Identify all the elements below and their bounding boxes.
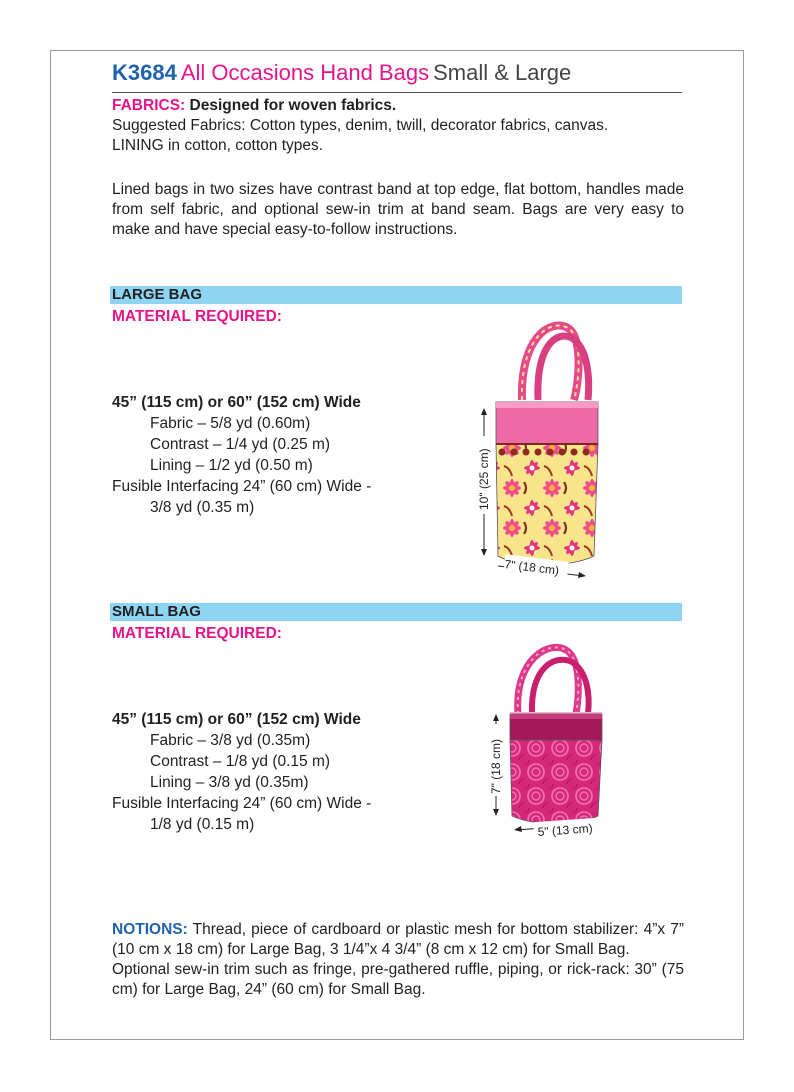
fabrics-suggested: Suggested Fabrics: Cotton types, denim, twill, decorator fabrics, canvas. bbox=[112, 117, 609, 134]
small-bag-width: 45” (115 cm) or 60” (152 cm) Wide bbox=[112, 711, 361, 728]
large-bag-interfacing: Fusible Interfacing 24” (60 cm) Wide - bbox=[112, 478, 372, 495]
small-bag-illustration bbox=[476, 640, 616, 850]
small-bag-height-dim: 7" (18 cm) bbox=[489, 739, 503, 794]
description: Lined bags in two sizes have contrast band at top edge, flat bottom, handles made from self fabric, and optional sew-in trim at band seam. Bags are very easy to make and have special easy-to-follow instructions. bbox=[112, 181, 684, 238]
large-bag-height-dim: 10" (25 cm) bbox=[477, 448, 491, 510]
notions-text-2: Optional sew-in trim such as fringe, pre-gathered ruffle, piping, or rick-rack: 30” (75 cm) for Large Bag, 24” (60 cm) for Small Bag. bbox=[112, 961, 684, 998]
small-bag-interfacing: Fusible Interfacing 24” (60 cm) Wide - bbox=[112, 795, 372, 812]
notions-text-1: Thread, piece of cardboard or plastic mesh for bottom stabilizer: 4”x 7” (10 cm x 18 cm) for Large Bag, 3 1/4”x 4 3/4” (8 cm x 12 cm) for Small Bag. bbox=[112, 921, 684, 958]
pattern-code: K3684 bbox=[112, 60, 177, 85]
pattern-title: All Occasions Hand Bags bbox=[180, 60, 430, 85]
notions-label: NOTIONS: bbox=[112, 921, 188, 938]
large-bag-interfacing-amount: 3/8 yd (0.35 m) bbox=[150, 499, 255, 516]
fabrics-section bbox=[112, 96, 684, 156]
large-bag-yardage bbox=[112, 392, 452, 518]
small-bag-interfacing-amount: 1/8 yd (0.15 m) bbox=[150, 816, 255, 833]
large-bag-contrast: Contrast – 1/4 yd (0.25 m) bbox=[150, 436, 331, 453]
small-bag-material-label: MATERIAL REQUIRED: bbox=[112, 625, 282, 642]
small-bag-contrast: Contrast – 1/8 yd (0.15 m) bbox=[150, 753, 331, 770]
fabrics-lining: LINING in cotton, cotton types. bbox=[112, 137, 324, 154]
large-bag-fabric: Fabric – 5/8 yd (0.60m) bbox=[150, 415, 311, 432]
small-bag-fabric: Fabric – 3/8 yd (0.35m) bbox=[150, 732, 311, 749]
fabrics-designed: Designed for woven fabrics. bbox=[189, 97, 397, 114]
large-bag-bar: LARGE BAG bbox=[110, 286, 682, 304]
pattern-subtitle: Small & Large bbox=[433, 60, 572, 85]
large-bag-material-label: MATERIAL REQUIRED: bbox=[112, 308, 282, 325]
small-bag-lining: Lining – 3/8 yd (0.35m) bbox=[150, 774, 309, 791]
large-bag-lining: Lining – 1/2 yd (0.50 m) bbox=[150, 457, 313, 474]
notions-section bbox=[112, 920, 684, 1000]
large-bag-width: 45” (115 cm) or 60” (152 cm) Wide bbox=[112, 394, 361, 411]
page-header bbox=[112, 60, 682, 93]
large-bag-width-dim: 7" (18 cm) bbox=[503, 557, 560, 578]
large-bag-illustration bbox=[460, 318, 610, 588]
small-bag-yardage bbox=[112, 709, 452, 835]
small-bag-bar: SMALL BAG bbox=[110, 603, 682, 621]
fabrics-label: FABRICS: bbox=[112, 97, 186, 114]
small-bag-width-dim: 5" (13 cm) bbox=[537, 821, 594, 839]
